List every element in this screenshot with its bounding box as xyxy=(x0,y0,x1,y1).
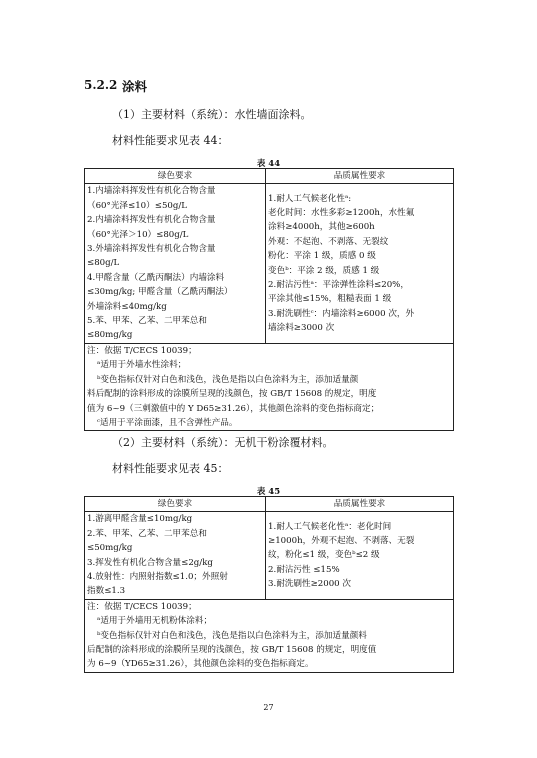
green-line: 4.放射性：内照射指数≤1.0；外照射 xyxy=(87,572,228,583)
quality-line: 涂料≥4000h，其他≥600h xyxy=(268,222,375,233)
header-green: 绿色要求 xyxy=(85,169,266,184)
note-line: 后配制的涂料形成的涂膜所呈现的浅颜色，按 GB/T 15608 的规定，明度值 xyxy=(87,645,377,656)
material-1: （1）主要材料（系统）：水性墙面涂料。 xyxy=(112,108,312,121)
green-line: ≤80g/L xyxy=(87,258,120,269)
green-line: 1.内墙涂料挥发性有机化合物含量 xyxy=(87,186,216,197)
green-line: 1.游离甲醛含量≤10mg/kg xyxy=(87,514,193,525)
quality-line: 3.耐洗刷性ᶜ：内墙涂料≥6000 次，外 xyxy=(268,308,415,319)
table-notes xyxy=(85,343,454,430)
page-number: 27 xyxy=(263,703,274,712)
note-line: 注：依据 T/CECS 10039； xyxy=(87,345,197,356)
quality-line: 纹，粉化≤1 级，变色ᵇ≤2 级 xyxy=(268,550,380,561)
quality-line: 1.耐人工气候老化性ᵃ: xyxy=(268,193,352,204)
header-quality: 品质属性要求 xyxy=(266,497,454,512)
material-2: （2）主要材料（系统）：无机干粉涂覆材料。 xyxy=(112,436,334,449)
green-line: 5.苯、甲苯、乙苯、二甲苯总和 xyxy=(87,316,207,327)
green-line: 外墙涂料≤40mg/kg xyxy=(87,301,167,312)
quality-line: 1.耐人工气候老化性ᵃ：老化时间 xyxy=(268,521,392,532)
note-line: ᵇ变色指标仅针对白色和浅色，浅色是指以白色涂料为主，添加适量颜 xyxy=(97,374,359,385)
note-line: ᶜ适用于平涂面漆，且不含弹性产品。 xyxy=(97,417,238,428)
section-number: 5.2.2 xyxy=(84,78,118,92)
table-ref-1: 材料性能要求见表 44： xyxy=(112,134,229,147)
note-line: ᵇ变色指标仅针对白色和浅色，浅色是指以白色涂料为主，添加适量颜料 xyxy=(97,630,367,641)
quality-line: 墙涂料≥3000 次 xyxy=(268,323,335,334)
green-requirements xyxy=(85,512,266,599)
green-requirements xyxy=(85,184,266,343)
note-line: 注：依据 T/CECS 10039； xyxy=(87,601,197,612)
green-line: 4.甲醛含量（乙酰丙酮法）内墙涂料 xyxy=(87,272,225,283)
quality-line: 外观：不起泡、不剥落、无裂纹 xyxy=(268,236,389,247)
note-line: 为 6~9（YD65≥31.26），其他颜色涂料的变色指标商定。 xyxy=(87,659,314,670)
quality-line: 变色ᵇ：平涂 2 级，质感 1 级 xyxy=(268,265,380,276)
quality-requirements xyxy=(266,512,454,599)
green-line: 指数≤1.3 xyxy=(87,586,126,597)
quality-requirements xyxy=(266,184,454,343)
table-caption-44: 表 44 xyxy=(256,159,281,169)
green-line: 2.内墙涂料挥发性有机化合物含量 xyxy=(87,215,216,226)
note-line: 值为 6~9（三刺激值中的 Y D65≥31.26），其他颜色涂料的变色指标商定； xyxy=(87,403,380,414)
note-line: 料后配制的涂料形成的涂膜所呈现的浅颜色，按 GB/T 15608 的规定，明度 xyxy=(87,389,377,400)
green-line: 3.挥发性有机化合物含量≤2g/kg xyxy=(87,557,213,568)
note-line: ᵃ适用于外墙用无机粉体涂料； xyxy=(97,616,213,627)
table-caption-45: 表 45 xyxy=(256,487,281,497)
green-line: ≤50mg/kg xyxy=(87,543,133,554)
header-green: 绿色要求 xyxy=(85,497,266,512)
table-notes xyxy=(85,599,454,672)
quality-line: 老化时间：水性多彩≥1200h，水性氟 xyxy=(268,208,415,219)
table-ref-2: 材料性能要求见表 45： xyxy=(112,462,229,475)
green-line: ≤30mg/kg; 甲醛含量（乙酰丙酮法） xyxy=(87,287,233,298)
green-line: （60°光泽＞10）≤80g/L xyxy=(87,229,189,240)
table-44 xyxy=(84,168,454,431)
green-line: ≤80mg/kg xyxy=(87,330,133,341)
quality-line: ≥1000h，外观不起泡、不剥落、无裂 xyxy=(268,536,415,547)
header-quality: 品质属性要求 xyxy=(266,169,454,184)
quality-line: 粉化：平涂 1 级，质感 0 级 xyxy=(268,251,376,262)
quality-line: 3.耐洗刷性≥2000 次 xyxy=(268,579,351,590)
green-line: 2.苯、甲苯、乙苯、二甲苯总和 xyxy=(87,528,207,539)
quality-line: 2.耐沾污性 ≤15% xyxy=(268,564,340,575)
table-45 xyxy=(84,496,454,673)
note-line: ᵃ适用于外墙水性涂料； xyxy=(97,360,187,371)
quality-line: 2.耐沾污性ᵃ：平涂弹性涂料≤20%， xyxy=(268,280,409,291)
quality-line: 平涂其他≤15%，粗糙表面 1 级 xyxy=(268,294,392,305)
section-title: 涂料 xyxy=(122,79,148,94)
green-line: 3.外墙涂料挥发性有机化合物含量 xyxy=(87,244,216,255)
green-line: （60°光泽≤10）≤50g/L xyxy=(87,200,187,211)
